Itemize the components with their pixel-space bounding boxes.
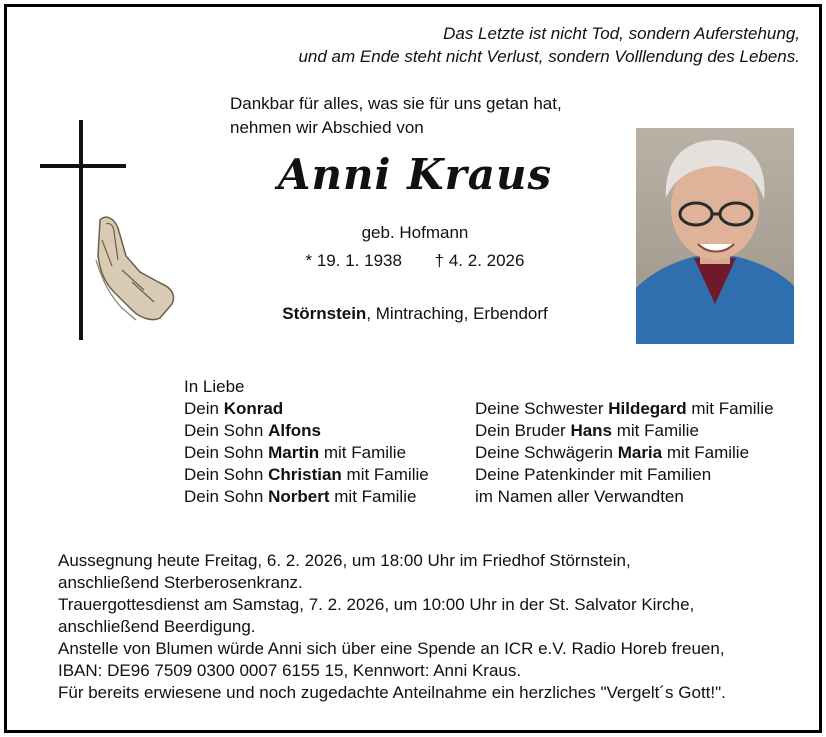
cross-icon-bar xyxy=(40,164,126,168)
notice-line: Aussegnung heute Freitag, 6. 2. 2026, um 18:00 Uhr im Friedhof Störnstein, xyxy=(58,551,631,570)
relation-suffix: mit Familie xyxy=(329,487,417,506)
member-name: Maria xyxy=(617,443,663,462)
places xyxy=(230,304,600,324)
relation: Deine Schwägerin xyxy=(475,443,618,462)
place-rest: , Mintraching, Erbendorf xyxy=(366,304,548,323)
family-member xyxy=(184,486,429,508)
family-member xyxy=(184,398,429,420)
intro-text xyxy=(230,92,562,140)
relation: Deine Schwester xyxy=(475,399,609,418)
birth-date: * 19. 1. 1938 xyxy=(305,251,402,270)
relation: Dein Sohn xyxy=(184,487,269,506)
relation: Dein Sohn xyxy=(184,443,269,462)
cross-icon xyxy=(79,120,83,340)
family-member xyxy=(475,398,774,420)
notice-line: anschließend Sterberosenkranz. xyxy=(58,573,303,592)
family-member xyxy=(475,442,774,464)
family-member xyxy=(475,486,774,508)
member-name: Hans xyxy=(570,421,613,440)
notice-line: anschließend Beerdigung. xyxy=(58,617,256,636)
relation-suffix: mit Familie xyxy=(319,443,407,462)
member-name: Martin xyxy=(268,443,320,462)
relation: Dein Sohn xyxy=(184,421,269,440)
family-list-left xyxy=(184,376,429,508)
relation: im Namen aller Verwandten xyxy=(475,487,684,506)
relation: Dein xyxy=(184,399,224,418)
place-main: Störnstein xyxy=(282,304,367,323)
notice-line: Für bereits erwiesene und noch zugedachte Anteilnahme ein herzliches "Vergelt´s Gott!". xyxy=(58,683,726,702)
family-member xyxy=(475,464,774,486)
notice-line: IBAN: DE96 7509 0300 0007 6155 15, Kennwort: Anni Kraus. xyxy=(58,661,522,680)
family-heading: In Liebe xyxy=(184,377,245,396)
relation-suffix: mit Familie xyxy=(686,399,774,418)
death-date: † 4. 2. 2026 xyxy=(434,251,525,270)
member-name: Hildegard xyxy=(608,399,687,418)
family-member xyxy=(184,442,429,464)
relation-suffix: mit Familie xyxy=(662,443,750,462)
relation: Deine Patenkinder mit Familien xyxy=(475,465,712,484)
family-list-right xyxy=(475,376,774,508)
notice-line: Trauergottesdienst am Samstag, 7. 2. 2026, um 10:00 Uhr in der St. Salvator Kirche, xyxy=(58,595,695,614)
member-name: Christian xyxy=(268,465,342,484)
member-name: Norbert xyxy=(268,487,330,506)
relation-suffix: mit Familie xyxy=(612,421,699,440)
family-member xyxy=(184,464,429,486)
praying-hands-icon xyxy=(92,210,178,322)
quote-line-1: Das Letzte ist nicht Tod, sondern Auferstehung, xyxy=(443,24,800,43)
family-member xyxy=(475,420,774,442)
relation: Dein Bruder xyxy=(475,421,571,440)
member-name: Alfons xyxy=(268,421,322,440)
relation-suffix: mit Familie xyxy=(341,465,429,484)
portrait-photo xyxy=(636,128,794,344)
member-name: Konrad xyxy=(223,399,284,418)
epigraph-quote xyxy=(298,22,800,68)
intro-line-2: nehmen wir Abschied von xyxy=(230,118,424,137)
intro-line-1: Dankbar für alles, was sie für uns getan hat, xyxy=(230,94,562,113)
life-dates xyxy=(230,251,600,271)
relation: Dein Sohn xyxy=(184,465,269,484)
notice-line: Anstelle von Blumen würde Anni sich über eine Spende an ICR e.V. Radio Horeb freuen, xyxy=(58,639,725,658)
quote-line-2: und am Ende steht nicht Verlust, sondern Volllendung des Lebens. xyxy=(298,47,800,66)
deceased-name: Anni Kraus xyxy=(277,150,553,199)
maiden-name: geb. Hofmann xyxy=(361,223,469,242)
funeral-notice xyxy=(58,550,798,704)
family-member xyxy=(184,420,429,442)
